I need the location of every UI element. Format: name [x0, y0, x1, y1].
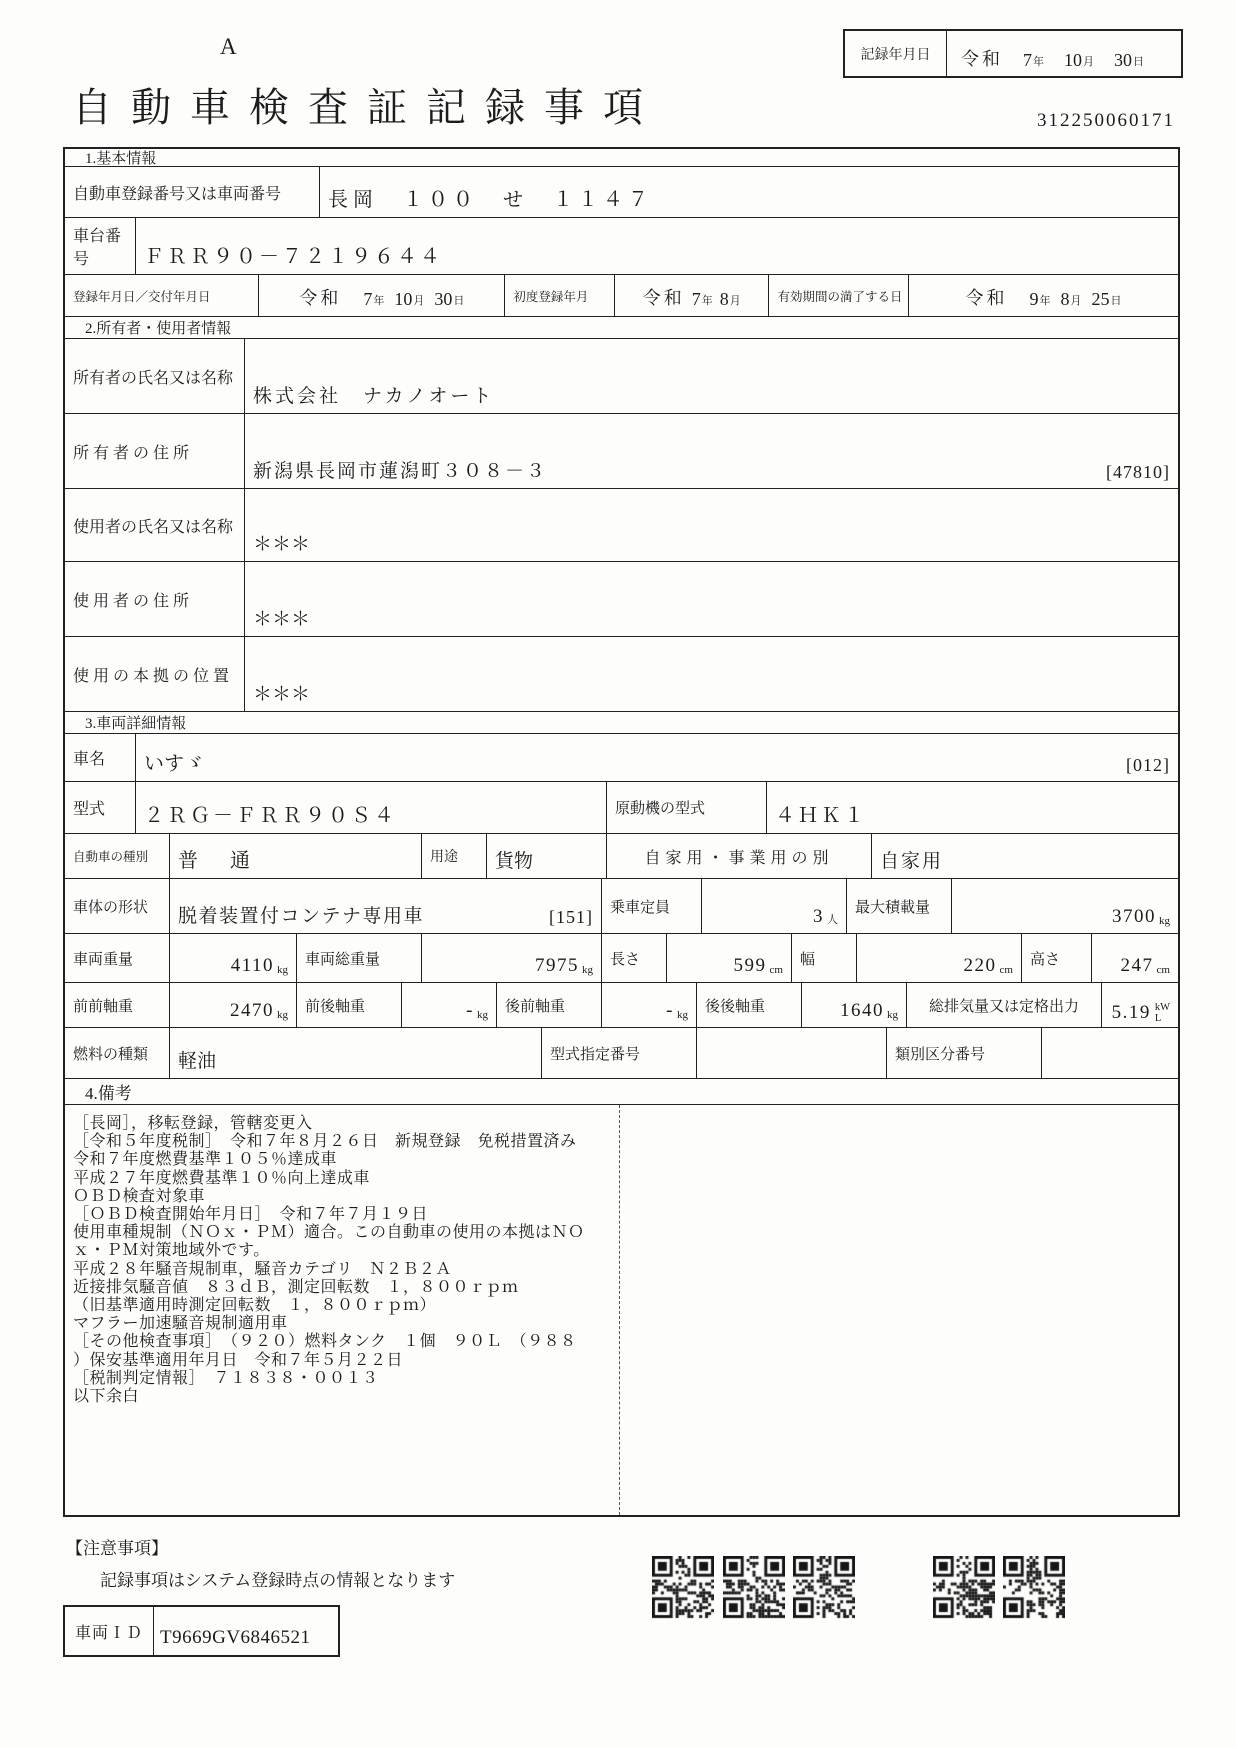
type-designation-label: 型式指定番号: [542, 1028, 697, 1078]
category-label: 自動車の種別: [65, 834, 170, 878]
kg-unit: kg: [582, 964, 593, 976]
vehicle-name-value: [136, 734, 1178, 781]
axle-front-front-value: [170, 983, 297, 1027]
capacity-value: [702, 879, 847, 933]
private-business-value: 自家用: [880, 851, 944, 872]
max-load-value: [952, 879, 1178, 933]
qr-code-icon: [793, 1556, 855, 1627]
length-value: [667, 934, 792, 982]
row-registration-number: [65, 167, 1178, 218]
day-unit: 日: [1110, 295, 1122, 307]
weight-label: 車両重量: [65, 934, 170, 982]
kg-unit: kg: [477, 1009, 488, 1021]
remarks-line: 平成２７年度燃費基準１０％向上達成車: [73, 1169, 371, 1187]
body-shape-value: [170, 879, 602, 933]
month-unit: 月: [413, 295, 425, 307]
chassis-number-value: ＦＲＲ９０－７２１９６４４: [144, 246, 443, 268]
class-number-value: [1042, 1028, 1178, 1078]
year-unit: 年: [701, 295, 713, 307]
record-date-era: 令和: [961, 49, 1003, 69]
kg-unit: kg: [887, 1009, 898, 1021]
registration-date-label: 登録年月日／交付年月日: [65, 275, 259, 316]
remarks-line: 以下余白: [73, 1388, 140, 1406]
remarks-line: ＯＢＤ検査対象車: [73, 1187, 206, 1205]
reg-date-month: 10: [394, 289, 413, 309]
remarks-line: 使用車種規制（ＮＯｘ・ＰＭ）適合。この自動車の使用の本拠はＮＯ: [73, 1224, 585, 1242]
section-heading-basic: 1.基本情報: [65, 149, 1178, 167]
gross-weight-number: 7975: [535, 955, 579, 976]
first-reg-month: 8: [719, 289, 729, 309]
length-number: 599: [733, 955, 767, 976]
chassis-number-label: 車台番号: [65, 218, 136, 274]
cm-unit: cm: [1156, 964, 1170, 976]
axle-fr-number: -: [466, 1000, 474, 1021]
height-number: 247: [1120, 955, 1154, 976]
use-value: 貨物: [487, 834, 607, 878]
year-unit: 年: [1033, 56, 1044, 68]
displacement-number: 5.19: [1111, 1002, 1151, 1023]
section-heading-remarks: 4.備考: [65, 1079, 1178, 1105]
vehicle-id-box: [63, 1605, 340, 1657]
owner-address-text: 新潟県長岡市蓮潟町３０８－３: [253, 461, 548, 482]
axle-rear-rear-label: 後後軸重: [697, 983, 802, 1027]
weight-value: [170, 934, 297, 982]
expiry-date-value: [909, 275, 1178, 316]
row-model: [65, 782, 1178, 834]
engine-model-label: 原動機の型式: [607, 782, 767, 833]
cm-unit: cm: [769, 964, 783, 976]
kg-unit: kg: [277, 964, 288, 976]
model-value: ２ＲＧ－ＦＲＲ９０Ｓ４: [136, 782, 607, 833]
engine-model-value: ４ＨＫ１: [775, 805, 867, 827]
first-reg-year: 7: [691, 289, 701, 309]
expiry-date-label: 有効期間の満了する日: [769, 275, 909, 316]
remarks-line: ［税制判定情報］ ７１８３８・００１３: [73, 1369, 379, 1387]
expiry-month: 8: [1060, 289, 1070, 309]
height-label: 高さ: [1022, 934, 1092, 982]
first-reg-era: 令和: [642, 288, 685, 308]
owner-name-value: 株式会社 ナカノオート: [253, 386, 495, 407]
expiry-year: 9: [1029, 289, 1039, 309]
capacity-number: 3: [813, 906, 824, 927]
vehicle-name-text: いすゞ: [144, 753, 204, 775]
kw-unit: kW: [1154, 1002, 1170, 1013]
vehicle-name-code: [012]: [1126, 755, 1170, 775]
remarks-line: ｘ・ＰＭ対策地域外です。: [73, 1242, 270, 1260]
row-chassis-number: [65, 218, 1178, 275]
remarks-empty-column: [620, 1105, 1178, 1515]
width-value: [857, 934, 1022, 982]
day-unit: 日: [1133, 56, 1144, 68]
record-date-month: 10: [1064, 50, 1082, 70]
width-number: 220: [963, 955, 997, 976]
certificate-table: [63, 147, 1180, 1517]
remarks-line: ［その他検査事項］ （９２０）燃料タンク １個 ９０Ｌ （９８８: [73, 1333, 577, 1351]
fuel-type-label: 燃料の種類: [65, 1028, 170, 1078]
axle-front-front-label: 前前軸重: [65, 983, 170, 1027]
owner-address-label: 所 有 者 の 住 所: [65, 414, 245, 488]
kg-unit: kg: [677, 1009, 688, 1021]
year-unit: 年: [1039, 295, 1051, 307]
vehicle-name-label: 車名: [65, 734, 136, 781]
axle-front-rear-value: [402, 983, 497, 1027]
qr-code-icon: [1003, 1556, 1065, 1627]
remarks-line: ）保安基準適用年月日 令和７年５月２２日: [73, 1351, 404, 1369]
cm-unit: cm: [999, 964, 1013, 976]
page-title: 自動車検査証記録事項: [72, 85, 662, 130]
remarks-line: マフラー加速騒音規制適用車: [73, 1315, 288, 1333]
user-name-value: ＊＊＊: [253, 534, 311, 555]
remarks-line: （旧基準適用時測定回転数 １，８００ｒｐｍ）: [73, 1297, 437, 1315]
record-date-year: 7: [1023, 50, 1032, 70]
user-name-label: 使用者の氏名又は名称: [65, 489, 245, 561]
registration-number-label: 自動車登録番号又は車両番号: [65, 167, 320, 217]
weight-number: 4110: [230, 955, 274, 976]
registration-date-value: [259, 275, 505, 316]
length-label: 長さ: [602, 934, 667, 982]
reg-date-year: 7: [363, 289, 373, 309]
axle-front-rear-label: 前後軸重: [297, 983, 402, 1027]
row-weights-dimensions: [65, 934, 1178, 983]
reg-date-era: 令和: [299, 288, 342, 308]
notice-heading: 【注意事項】: [66, 1539, 168, 1558]
axle-rf-number: -: [666, 1000, 674, 1021]
registration-number-value: 長岡 １００ せ １１４７: [328, 189, 653, 211]
first-registration-value: [615, 275, 769, 316]
month-unit: 月: [1070, 295, 1082, 307]
row-vehicle-name: [65, 734, 1178, 782]
record-date-day: 30: [1114, 50, 1132, 70]
max-load-label: 最大積載量: [847, 879, 952, 933]
owner-address-code: [47810]: [1106, 462, 1170, 482]
axle-rear-front-label: 後前軸重: [497, 983, 602, 1027]
user-address-label: 使 用 者 の 住 所: [65, 562, 245, 636]
remarks-line: 近接排気騒音値 ８３ｄＢ，測定回転数 １，８００ｒｐｍ: [73, 1278, 519, 1296]
model-label: 型式: [65, 782, 136, 833]
row-owner-address: [65, 414, 1178, 489]
remarks-line: ［令和５年度税制］ 令和７年８月２６日 新規登録 免税措置済み: [73, 1133, 577, 1151]
height-value: [1092, 934, 1178, 982]
row-dates: [65, 275, 1178, 317]
reg-date-day: 30: [434, 289, 453, 309]
body-shape-text: 脱着装置付コンテナ専用車: [178, 906, 425, 927]
private-business-label: 自家用・事業用の別: [607, 834, 872, 878]
displacement-value: [1102, 983, 1178, 1027]
remarks-line: 平成２８年騒音規制車，騒音カテゴリ Ｎ２Ｂ２Ａ: [73, 1260, 452, 1278]
remarks-text-column: [65, 1105, 620, 1515]
vehicle-id-value: T9669GV6846521: [160, 1627, 311, 1648]
axle-rear-rear-value: [802, 983, 907, 1027]
body-shape-code: [151]: [549, 907, 593, 927]
kg-unit: kg: [277, 1009, 288, 1021]
row-axle-weights: [65, 983, 1178, 1028]
class-number-label: 類別区分番号: [887, 1028, 1042, 1078]
section-heading-owner: 2.所有者・使用者情報: [65, 317, 1178, 339]
row-user-address: [65, 562, 1178, 637]
row-category: [65, 834, 1178, 879]
owner-name-label: 所有者の氏名又は名称: [65, 339, 245, 413]
width-label: 幅: [792, 934, 857, 982]
fuel-type-value: 軽油: [170, 1028, 542, 1078]
qr-code-icon: [723, 1556, 785, 1627]
serial-number: 312250060171: [1037, 110, 1175, 131]
use-label: 用途: [422, 834, 487, 878]
year-unit: 年: [373, 295, 385, 307]
remarks-box: [65, 1105, 1178, 1515]
type-designation-value: [697, 1028, 887, 1078]
qr-code-icon: [652, 1556, 714, 1627]
base-location-value: ＊＊＊: [253, 684, 311, 705]
notice-text: 記録事項はシステム登録時点の情報となります: [100, 1571, 456, 1590]
owner-address-value: [245, 414, 1178, 488]
vehicle-id-label: 車両ＩＤ: [65, 1607, 154, 1655]
capacity-label: 乗車定員: [602, 879, 702, 933]
expiry-era: 令和: [965, 288, 1008, 308]
row-owner-name: [65, 339, 1178, 414]
remarks-line: ［ＯＢＤ検査開始年月日］ 令和７年７月１９日: [73, 1206, 429, 1224]
record-date-value: [947, 31, 1181, 76]
row-fuel: [65, 1028, 1178, 1079]
day-unit: 日: [453, 295, 465, 307]
gross-weight-label: 車両総重量: [297, 934, 422, 982]
record-date-label: 記録年月日: [845, 31, 947, 76]
expiry-day: 25: [1091, 289, 1110, 309]
record-date-box: [843, 29, 1183, 78]
first-registration-label: 初度登録年月: [505, 275, 615, 316]
month-unit: 月: [729, 295, 741, 307]
base-location-label: 使 用 の 本 拠 の 位 置: [65, 637, 245, 711]
page-label: A: [220, 34, 237, 59]
section-heading-vehicle: 3.車両詳細情報: [65, 712, 1178, 734]
liter-unit: L: [1154, 1013, 1162, 1024]
gross-weight-value: [422, 934, 602, 982]
qr-code-icon: [933, 1556, 995, 1627]
row-body-shape: [65, 879, 1178, 934]
user-address-value: ＊＊＊: [253, 609, 311, 630]
row-user-name: [65, 489, 1178, 562]
body-shape-label: 車体の形状: [65, 879, 170, 933]
remarks-line: 令和７年度燃費基準１０５％達成車: [73, 1151, 338, 1169]
max-load-number: 3700: [1112, 906, 1156, 927]
axle-ff-number: 2470: [230, 1000, 274, 1021]
remarks-line: ［長岡］，移転登録，管轄変更入: [73, 1115, 313, 1132]
row-base-location: [65, 637, 1178, 712]
kg-unit: kg: [1159, 915, 1170, 927]
kw-liter-unit: [1155, 1002, 1170, 1024]
month-unit: 月: [1083, 56, 1094, 68]
axle-rear-front-value: [602, 983, 697, 1027]
category-value: 普 通: [170, 834, 422, 878]
person-unit: 人: [827, 914, 838, 926]
displacement-label: 総排気量又は定格出力: [907, 983, 1102, 1027]
axle-rr-number: 1640: [840, 1000, 884, 1021]
